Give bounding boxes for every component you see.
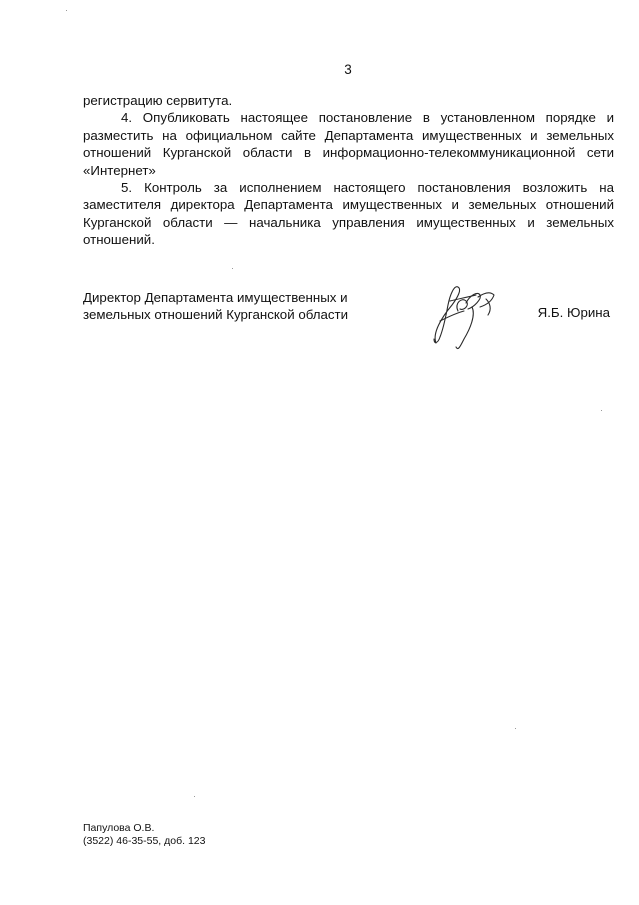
scan-speck (232, 268, 233, 269)
handwritten-signature (428, 281, 508, 353)
scan-speck (194, 796, 195, 797)
scan-speck (515, 728, 516, 729)
page-number: 3 (344, 62, 352, 77)
signer-title-line-2: земельных отношений Курганской области (83, 307, 349, 323)
paragraph-item-5: 5. Контроль за исполнением настоящего постановления возложить на заместителя директора Департамента имущественных и земельных отношений Курганской области — начальника управления имущественных и земельных отношений. (83, 180, 614, 248)
scan-speck (601, 410, 602, 411)
paragraph-item-4: 4. Опубликовать настоящее постановление в установленном порядке и разместить на официальном сайте Департамента имущественных и земельных отношений Курганской области в информационно-телекоммуникационной сети «Интернет» (83, 110, 614, 178)
paragraph-continuation: регистрацию сервитута. (83, 93, 233, 108)
signature-block (83, 289, 614, 359)
document-body (83, 92, 614, 249)
executor-phone: (3522) 46-35-55, доб. 123 (83, 835, 206, 847)
signer-title (83, 289, 383, 324)
executor-footer (83, 822, 205, 848)
signer-name: Я.Б. Юрина (537, 305, 610, 320)
executor-name: Папулова О.В. (83, 822, 155, 834)
scan-speck (66, 10, 67, 11)
signer-title-line-1: Директор Департамента имущественных и (83, 290, 348, 305)
